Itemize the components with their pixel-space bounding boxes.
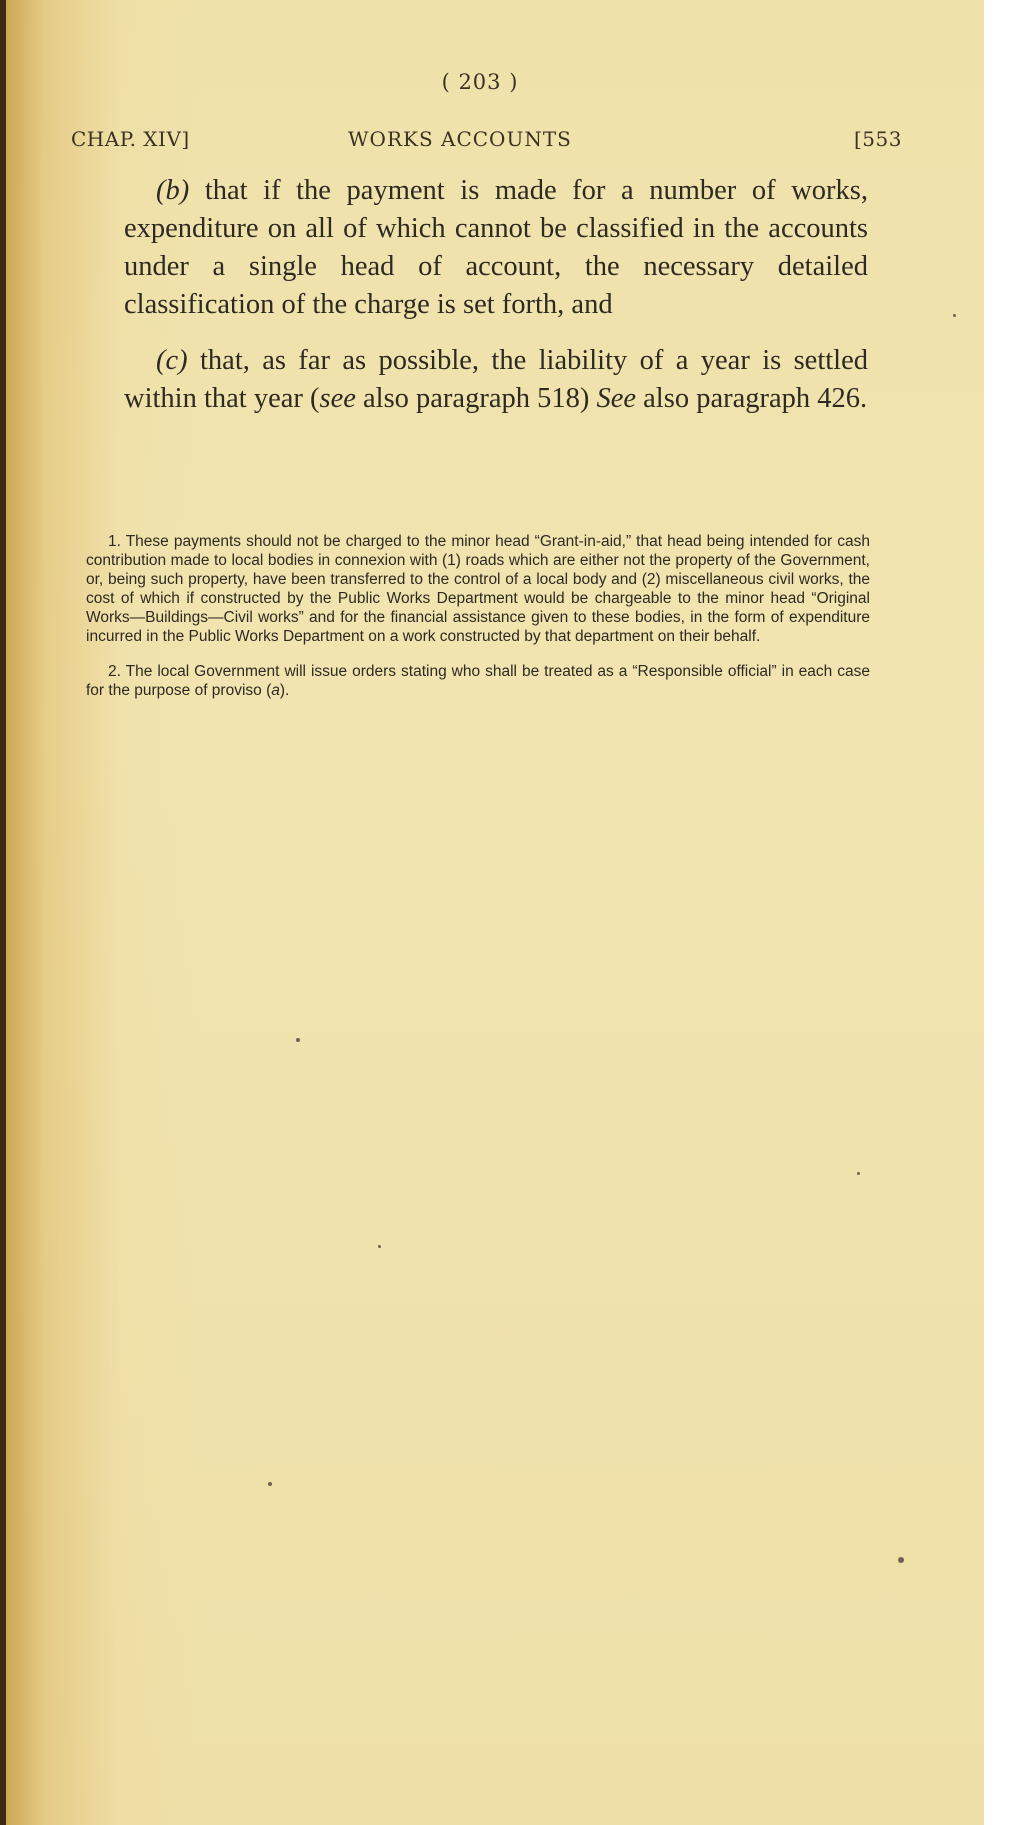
paper-speck [296, 1038, 300, 1042]
clause-b-text: that if the payment is made for a number of works, expenditure on all of which cannot be classified in the accounts under a single head of account, the necessary detailed classification of the charge is set forth, and [124, 175, 868, 320]
clause-c-text-1: that, as far as possible, the liability of a year is settled within that year ( [124, 345, 868, 414]
paper-speck [268, 1482, 272, 1486]
clause-b [124, 172, 868, 324]
footnote-2 [86, 662, 870, 700]
footnote-1: 1. These payments should not be charged to the minor head “Grant-in-aid,” that head being intended for cash contribution made to local bodies in connexion with (1) roads which are either not the property of the Government, or, being such property, have been transferred to the control of a local body and (2) miscellaneous civil works, the cost of which if constructed by the Public Works Department would be chargeable to the minor head “Original Works—Buildings—Civil works” and for the financial assistance given to these bodies, in the form of expenditure incurred in the Public Works Department on a work constructed by that department on their behalf. [86, 533, 870, 645]
footnote-2-text: 2. The local Government will issue orders stating who shall be treated as a “Responsible official” in each case for the purpose of proviso ( [86, 663, 870, 699]
footnote-2-end: ). [279, 682, 290, 699]
main-text [124, 172, 868, 418]
paper-speck [857, 1172, 860, 1175]
paper-speck [898, 1557, 904, 1563]
clause-c [124, 342, 868, 418]
clause-c-see-2: See [596, 383, 637, 414]
page-folio: ( 203 ) [441, 70, 519, 94]
paragraph-number: [553 [854, 127, 902, 151]
clause-c-text-2: also paragraph 518) [355, 383, 597, 414]
section-title: WORKS ACCOUNTS [348, 127, 572, 151]
footnote-2-ref: a [271, 682, 280, 699]
clause-c-see-1: see [319, 383, 356, 414]
clause-c-label: (c) [156, 345, 188, 376]
binding-edge [0, 0, 6, 1825]
paper-speck [378, 1245, 381, 1248]
chapter-label: CHAP. XIV] [71, 127, 190, 151]
paper-speck [953, 314, 956, 317]
clause-c-text-3: also paragraph 426. [636, 383, 868, 414]
footnotes [86, 532, 870, 700]
clause-b-label: (b) [156, 175, 190, 206]
